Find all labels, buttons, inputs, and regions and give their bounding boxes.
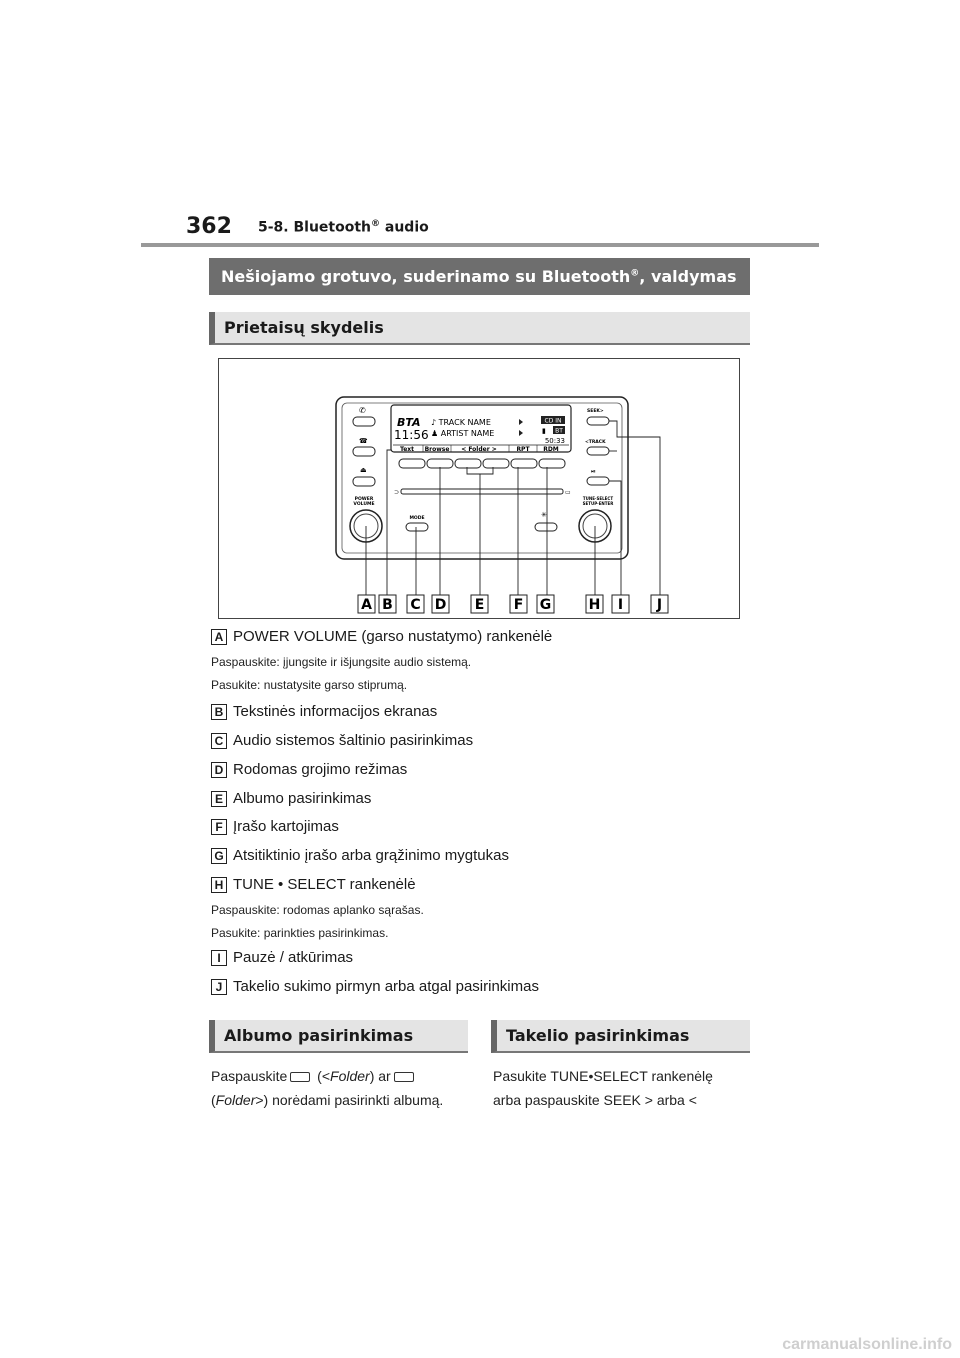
callout-e: E bbox=[474, 597, 485, 613]
softkey-button-1 bbox=[399, 459, 425, 468]
button-icon bbox=[290, 1072, 310, 1082]
legend-item-a bbox=[211, 628, 552, 645]
badge-d: D bbox=[211, 762, 227, 778]
legend-item-d bbox=[211, 761, 407, 778]
album-heading: Albumo pasirinkimas bbox=[209, 1020, 468, 1053]
track-button bbox=[587, 447, 609, 455]
mode-label: MODE bbox=[409, 516, 425, 521]
svg-text:⊃: ⊃ bbox=[394, 489, 400, 496]
hangup-button bbox=[353, 447, 375, 456]
badge-a: A bbox=[211, 629, 227, 645]
softkey-rdm: RDM bbox=[543, 446, 559, 453]
legend-item-e bbox=[211, 790, 371, 807]
callout-i: I bbox=[617, 597, 624, 613]
control-panel-heading: Prietaisų skydelis bbox=[209, 312, 750, 345]
elapsed-time: 50:33 bbox=[544, 437, 565, 445]
softkey-button-4 bbox=[483, 459, 509, 468]
play-pause-button bbox=[587, 477, 609, 485]
legend-text-i: Pauzė / atkūrimas bbox=[233, 949, 354, 966]
seek-button bbox=[587, 417, 609, 425]
legend-item-c bbox=[211, 732, 473, 749]
badge-f: F bbox=[211, 819, 227, 835]
legend-item-j bbox=[211, 978, 539, 995]
badge-h: H bbox=[211, 877, 227, 893]
legend-text-g: Atsitiktinio įrašo arba grąžinimo mygtukas bbox=[233, 847, 509, 864]
note-h-1: Paspauskite: rodomas aplanko sąrašas. bbox=[211, 903, 424, 917]
legend-text-d: Rodomas grojimo režimas bbox=[233, 761, 408, 778]
display-time: 11:56 bbox=[394, 428, 429, 442]
callout-d: D bbox=[434, 597, 447, 613]
mode-button bbox=[406, 523, 428, 531]
header-rule bbox=[141, 243, 819, 247]
callout-j: J bbox=[656, 597, 663, 613]
legend-item-f bbox=[211, 818, 339, 835]
cd-slot bbox=[401, 489, 563, 494]
legend-item-b bbox=[211, 703, 437, 720]
section-title: 5-8. Bluetooth® audio bbox=[258, 219, 429, 236]
watermark: carmanualsonline.info bbox=[782, 1336, 952, 1353]
display-source: BTA bbox=[397, 416, 421, 429]
callout-f: F bbox=[513, 597, 524, 613]
hangup-icon: ☎ bbox=[359, 437, 368, 445]
setup-button bbox=[535, 523, 557, 531]
track-text: Pasukite TUNE•SELECT rankenėlę arba paspauskite SEEK > arba < bbox=[493, 1068, 713, 1108]
callout-b: B bbox=[382, 597, 393, 613]
callout-h: H bbox=[588, 597, 601, 613]
badge-e: E bbox=[211, 791, 227, 807]
play-pause-icon: ⏯ bbox=[591, 468, 596, 475]
display-track: ♪ TRACK NAME bbox=[431, 418, 491, 427]
legend-text-f: Įrašo kartojimas bbox=[233, 818, 339, 835]
setup-icon: ✳ bbox=[541, 511, 547, 519]
tune-select-label: TUNE·SELECT SETUP·ENTER bbox=[582, 496, 614, 506]
track-heading: Takelio pasirinkimas bbox=[491, 1020, 750, 1053]
main-title: Nešiojamo grotuvo, suderinamo su Bluetooth®, valdymas bbox=[209, 258, 750, 295]
eject-icon: ⏏ bbox=[360, 466, 367, 474]
track-label: <TRACK bbox=[585, 440, 606, 445]
callout-a: A bbox=[361, 597, 372, 613]
legend-text-h: TUNE • SELECT rankenėlė bbox=[233, 876, 416, 893]
bt-indicator: BT bbox=[555, 427, 563, 435]
softkey-text: Text bbox=[399, 446, 415, 453]
note-a-2: Pasukite: nustatysite garso stiprumą. bbox=[211, 678, 408, 692]
callout-g: G bbox=[539, 597, 552, 613]
album-text: Paspauskite (<Folder) ar (Folder>) norėdami pasirinkti albumą. bbox=[211, 1068, 444, 1108]
legend-text-b: Tekstinės informacijos ekranas bbox=[233, 703, 438, 720]
legend-item-g bbox=[211, 847, 509, 864]
phone-button bbox=[353, 417, 375, 426]
softkey-rpt: RPT bbox=[516, 446, 530, 453]
legend-text-e: Albumo pasirinkimas bbox=[233, 790, 372, 807]
softkey-folder: < Folder > bbox=[461, 446, 497, 453]
badge-i: I bbox=[211, 950, 227, 966]
badge-b: B bbox=[211, 704, 227, 720]
legend-text-j: Takelio sukimo pirmyn arba atgal pasirinkimas bbox=[233, 978, 539, 995]
softkey-browse: Browse bbox=[424, 446, 450, 453]
softkey-button-3 bbox=[455, 459, 481, 468]
page-number: 362 bbox=[186, 214, 232, 239]
note-h-2: Pasukite: parinkties pasirinkimas. bbox=[211, 926, 389, 940]
softkey-button-6 bbox=[539, 459, 565, 468]
signal-icon: ▮ bbox=[542, 427, 546, 435]
seek-label: SEEK> bbox=[587, 409, 604, 414]
button-icon bbox=[394, 1072, 414, 1082]
badge-c: C bbox=[211, 733, 227, 749]
svg-text:▭: ▭ bbox=[565, 489, 571, 496]
power-volume-label: POWER VOLUME bbox=[353, 497, 375, 507]
control-panel-figure bbox=[218, 358, 740, 619]
badge-g: G bbox=[211, 848, 227, 864]
cd-in-indicator: CD IN bbox=[544, 417, 562, 425]
legend-text-a: POWER VOLUME (garso nustatymo) rankenėlė bbox=[233, 628, 553, 645]
eject-button bbox=[353, 477, 375, 486]
badge-j: J bbox=[211, 979, 227, 995]
phone-icon: ✆ bbox=[359, 406, 366, 415]
softkey-button-2 bbox=[427, 459, 453, 468]
display-artist: ♟ ARTIST NAME bbox=[431, 429, 495, 438]
callout-c: C bbox=[410, 597, 421, 613]
legend-text-c: Audio sistemos šaltinio pasirinkimas bbox=[233, 732, 474, 749]
softkey-button-5 bbox=[511, 459, 537, 468]
legend-item-h bbox=[211, 876, 416, 893]
legend-item-i bbox=[211, 949, 353, 966]
note-a-1: Paspauskite: įjungsite ir išjungsite audio sistemą. bbox=[211, 655, 472, 669]
